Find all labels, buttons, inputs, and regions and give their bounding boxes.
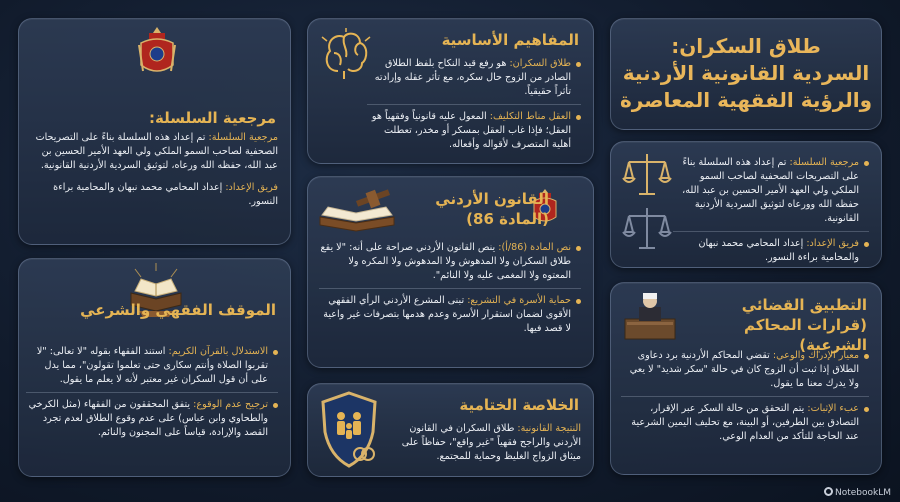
law-card: [307, 176, 594, 368]
credits-right-ref: مرجعية السلسلة: تم إعداد هذه السلسلة بناءً على التصريحات الصحفية لصاحب السمو الملكي ولي العهد الأمير الحسين بن عبد الله، حفظه الله وورعاه لتوثيق السردية الأردنية القانونية.: [673, 156, 869, 226]
fiqh-header: الموقف الفقهي والشرعي: [80, 301, 276, 319]
judicial-header: التطبيق القضائي: [741, 296, 867, 314]
divider: [673, 231, 869, 232]
judicial-card: [610, 282, 882, 475]
notebooklm-mark-icon: [824, 487, 833, 496]
credits-left-team: فريق الإعداد: إعداد المحامي محمد نبهان والمحامية براءة النسور.: [53, 182, 278, 207]
divider: [319, 288, 581, 289]
title-line-2: السردية القانونية الأردنية: [622, 61, 870, 85]
notebooklm-logo: NotebookLM: [824, 487, 891, 498]
law-item-article: نص المادة (86/أ): ينص القانون الأردني صراحة على أنه: "لا يقع طلاق السكران ولا المدهوش ولا المدهوش ولا المكره ولا المعتوه ولا المغمى عليه ولا النائم".: [319, 241, 581, 283]
law-subheader: (المادة 86): [466, 210, 549, 228]
title-card: [610, 18, 882, 130]
credits-left-ref: مرجعية السلسلة: تم إعداد هذه السلسلة بناءً على التصريحات الصحفية لصاحب السمو الملكي ولي العهد الأمير الحسين بن عبد الله، حفظه الله ورعاه، لتوثيق السردية الأردنية القانونية.: [35, 132, 278, 171]
judicial-item-proof: عبء الإثبات: يتم التحقق من حالة السكر عبر الإقرار، التصادق بين الطرفين، أو البينة، مع تحليف اليمين الشرعية عند الحاجة للتأكد من العدام الوعي.: [621, 402, 869, 444]
concepts-header: المفاهيم الأساسية: [441, 31, 579, 49]
divider: [621, 396, 869, 397]
jordan-coat-of-arms-icon: [137, 25, 177, 77]
concepts-item-definition: طلاق السكران: هو رفع قيد النكاح بلفظ الطلاق الصادر من الزوج حال سكره، مع تأثر عقله وإرادته تأثراً حقيقياً.: [367, 57, 581, 99]
judicial-item-awareness: معيار الإدراك والوعي: تقضي المحاكم الأردنية برد دعاوى الطلاق إذا ثبت أن الزوج كان في حالة "سكر شديد" لا يعي ولا يدرك معنا ما يقول.: [621, 349, 869, 391]
rings-icon: [352, 446, 376, 462]
law-header: القانون الأردني: [435, 190, 549, 208]
conclusion-result: النتيجة القانونية: طلاق السكران في القانون الأردني والراجح فقهياً "غير واقع"، حفاظاً على ميثاق الزواج الغليظ وحماية للمجتمع.: [401, 423, 581, 462]
concepts-card: [307, 18, 594, 164]
conclusion-card: [307, 383, 594, 477]
judicial-subheader: (قرارات المحاكم الشرعية): [744, 316, 867, 354]
conclusion-header: الخلاصة الختامية: [459, 396, 579, 414]
fiqh-card: [18, 258, 291, 477]
title-line-1: طلاق السكران:: [671, 34, 821, 58]
credits-right-team: فريق الإعداد: إعداد المحامي محمد نبهان والمحامية براءة النسور.: [673, 237, 869, 265]
divider: [26, 392, 278, 393]
book-gavel-icon: [316, 189, 398, 233]
divider: [367, 104, 581, 105]
credits-card-right: [610, 141, 882, 268]
fiqh-item-preference: ترجيح عدم الوقوع: يتفق المحققون من الفقهاء (مثل الكرخي والطحاوي وابن عباس) على عدم وقوع الطلاق لعدم تجرد القصد والإرادة، قياساً على المجنون والنائم.: [26, 398, 278, 440]
credits-left-header: مرجعية السلسلة:: [149, 109, 276, 127]
scales-icon: [619, 148, 675, 260]
brain-icon: [318, 27, 374, 83]
fiqh-item-quran: الاستدلال بالقرآن الكريم: استند الفقهاء بقوله "لا تعالى: "لا تقربوا الصلاة وأنتم سكارى حتى تعلموا تقولون"، مما يدل على أن قول السكران غير معتبر لأنه لا يعلم ما يقول.: [26, 345, 278, 387]
concepts-item-reason: العقل مناط التكليف: المعول عليه قانونياً وفقهياً هو العقل؛ فإذا غاب العقل بمسكر أو مخدر، تعطلت أهلية المتصرف لأقواله وأفعاله.: [367, 110, 581, 152]
title-line-3: والرؤية الفقهية المعاصرة: [619, 88, 873, 112]
law-item-family: حماية الأسرة في التشريع: تبنى المشرع الأردني الرأي الفقهي الأقوى لضمان استقرار الأسرة وعدم هدمها بتصرفات غير واعية لا قصد فيها.: [319, 294, 581, 336]
credits-card-left: [18, 18, 291, 245]
judge-bench-icon: [621, 289, 679, 343]
